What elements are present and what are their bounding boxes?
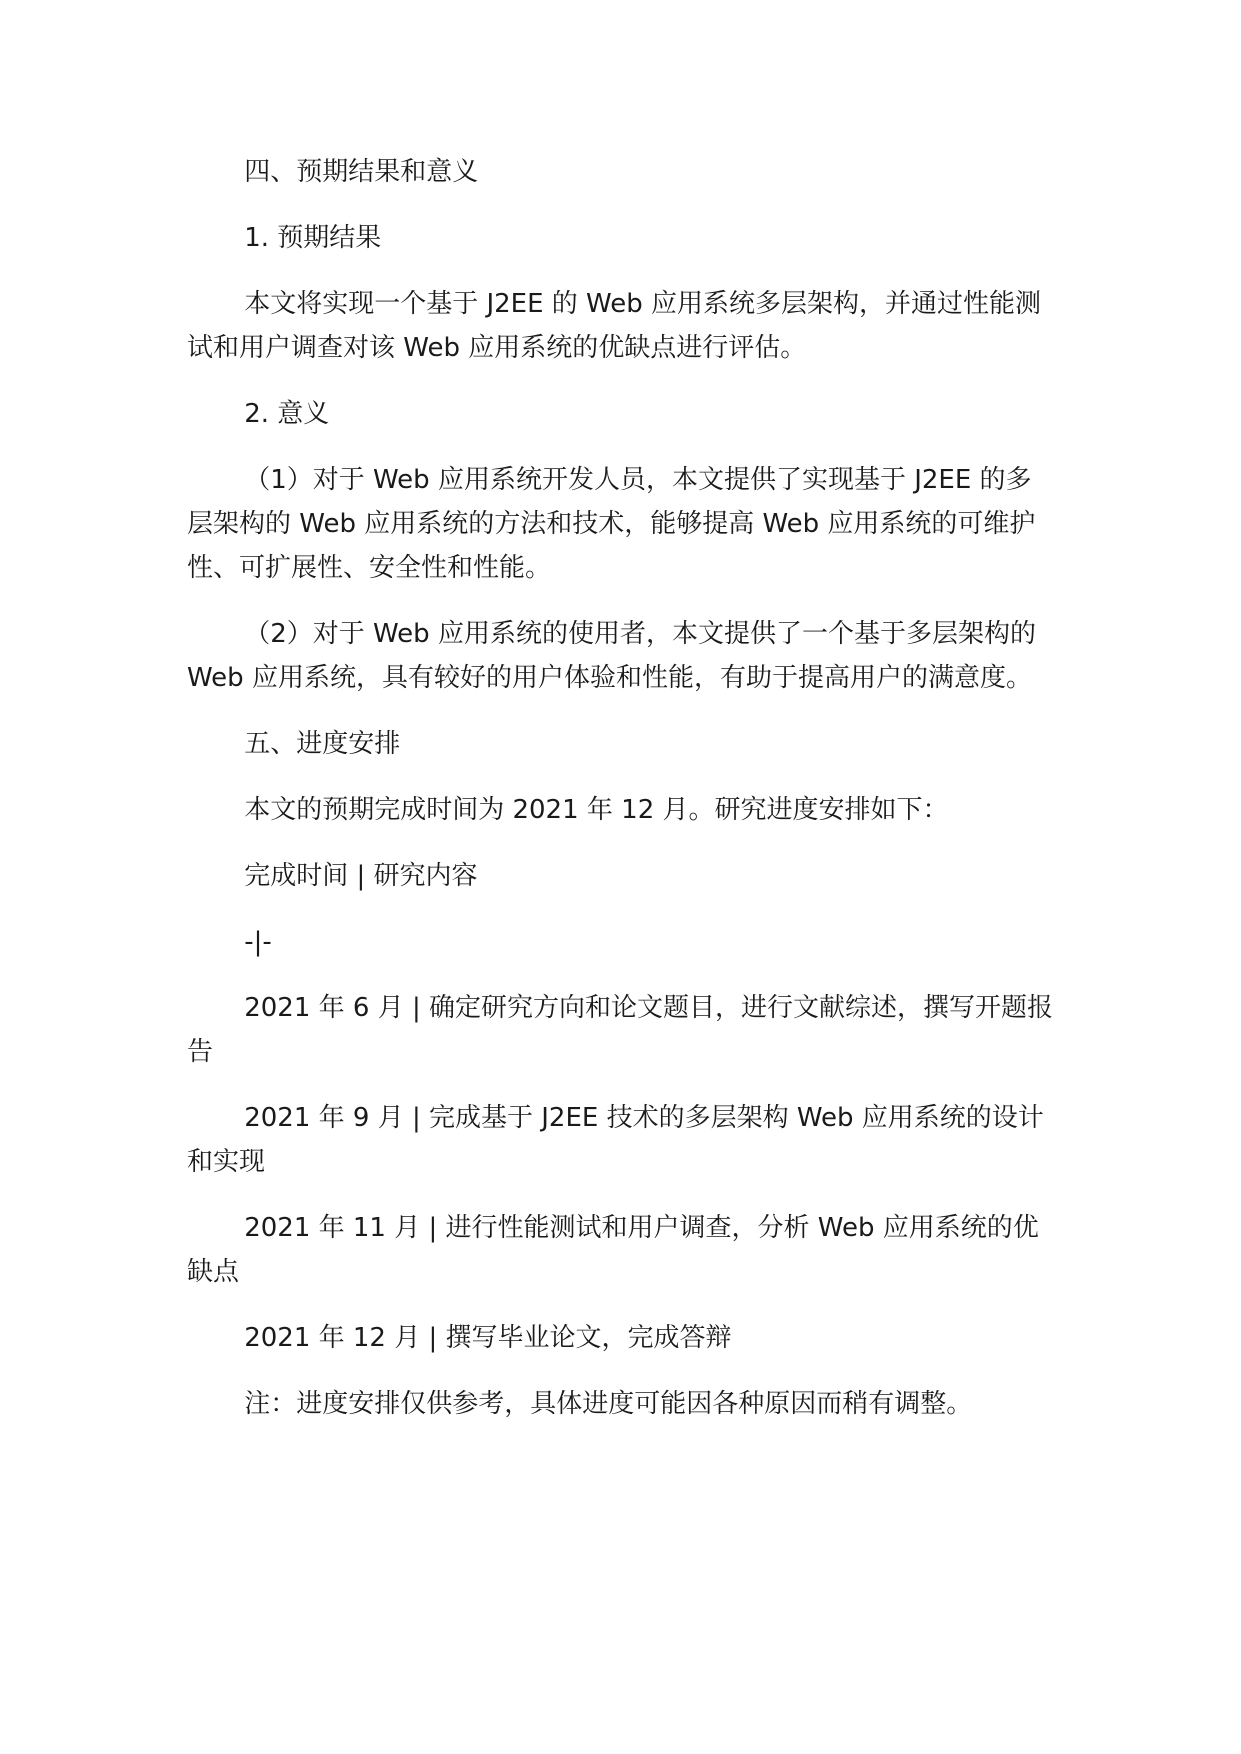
schedule-note: 注：进度安排仅供参考，具体进度可能因各种原因而稍有调整。 [244, 1389, 973, 1419]
significance-item-2: （2）对于 Web 应用系统的使用者，本文提供了一个基于多层架构的 Web 应用系统，具有较好的用户体验和性能，有助于提高用户的满意度。 [187, 619, 1036, 693]
document-body [187, 150, 1057, 1426]
schedule-row: 2021 年 12 月 | 撰写毕业论文，完成答辩 [244, 1323, 732, 1353]
schedule-table-separator: -|- [244, 927, 272, 957]
schedule-intro: 本文的预期完成时间为 2021 年 12 月。研究进度安排如下： [244, 795, 949, 825]
significance-item-1: （1）对于 Web 应用系统开发人员，本文提供了实现基于 J2EE 的多层架构的 Web 应用系统的方法和技术，能够提高 Web 应用系统的可维护性、可扩展性、安全性和性能。 [187, 465, 1036, 583]
schedule-row: 2021 年 9 月 | 完成基于 J2EE 技术的多层架构 Web 应用系统的设计和实现 [187, 1103, 1044, 1177]
subheading-significance: 2. 意义 [244, 399, 330, 429]
section-heading-expected-results: 四、预期结果和意义 [244, 157, 479, 187]
subheading-expected-results: 1. 预期结果 [244, 223, 382, 253]
section-heading-schedule: 五、进度安排 [244, 729, 401, 759]
schedule-table-header: 完成时间 | 研究内容 [244, 861, 478, 891]
schedule-row: 2021 年 6 月 | 确定研究方向和论文题目，进行文献综述，撰写开题报告 [187, 993, 1053, 1067]
expected-results-paragraph: 本文将实现一个基于 J2EE 的 Web 应用系统多层架构，并通过性能测试和用户调查对该 Web 应用系统的优缺点进行评估。 [187, 289, 1041, 363]
schedule-row: 2021 年 11 月 | 进行性能测试和用户调查，分析 Web 应用系统的优缺点 [187, 1213, 1039, 1287]
